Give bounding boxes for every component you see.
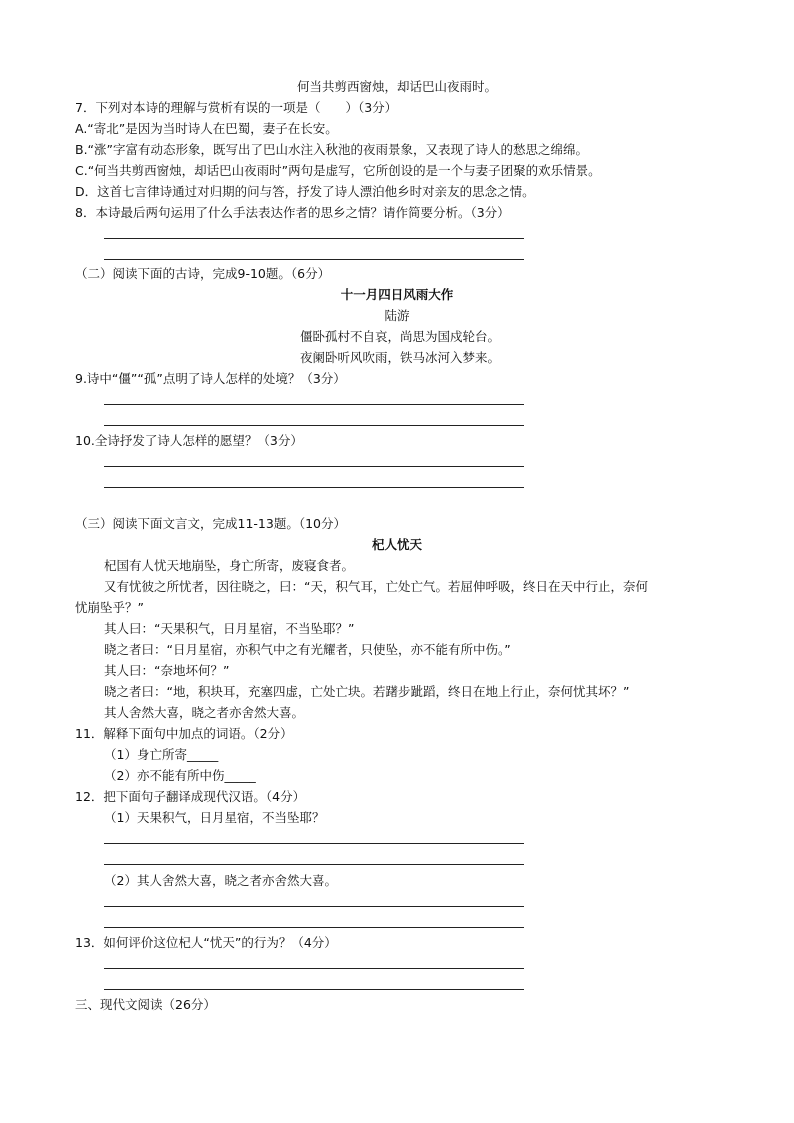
answer-line[interactable]: [104, 466, 524, 467]
q7-option-b: B.“涨”字富有动态形象，既写出了巴山水注入秋池的夜雨景象，又表现了诗人的愁思之绵绵。: [75, 142, 589, 157]
q7-option-c: C.“何当共剪西窗烛，却话巴山夜雨时”两句是虚写，它所创设的是一个与妻子团聚的欢乐情景。: [75, 163, 601, 178]
poem2-line-2: 夜阑卧听风吹雨，铁马冰河入梦来。: [300, 350, 501, 365]
q9-stem: 9.诗中“僵”“孤”点明了诗人怎样的处境？（3分）: [75, 371, 346, 386]
q8-stem: 8．本诗最后两句运用了什么手法表达作者的思乡之情？请作简要分析。（3分）: [75, 205, 510, 220]
answer-line[interactable]: [104, 968, 524, 969]
q7-option-d: D．这首七言律诗通过对归期的问与答，抒发了诗人漂泊他乡时对亲友的思念之情。: [75, 184, 535, 199]
section2-heading: （二）阅读下面的古诗，完成9-10题。（6分）: [75, 266, 331, 281]
q13-stem: 13．如何评价这位杞人“忧天”的行为？（4分）: [75, 935, 337, 950]
prose-para-2: 又有忧彼之所忧者，因往晓之，曰：“天，积气耳，亡处亡气。若屈伸呼吸，终日在天中行止，奈何: [104, 579, 648, 594]
prose-para-2-cont: 忧崩坠乎？”: [75, 600, 144, 615]
prose-para-5: 其人曰：“奈地坏何？”: [104, 663, 230, 678]
q12-stem: 12．把下面句子翻译成现代汉语。（4分）: [75, 789, 306, 804]
answer-line[interactable]: [104, 843, 524, 844]
answer-line[interactable]: [104, 864, 524, 865]
prose-title: 杞人忧天: [371, 537, 422, 552]
prose-para-4: 晓之者曰：“日月星宿，亦积气中之有光耀者，只使坠，亦不能有所中伤。”: [104, 642, 511, 657]
poem2-author: 陆游: [384, 308, 410, 323]
prose-para-7: 其人舍然大喜，晓之者亦舍然大喜。: [104, 705, 305, 720]
answer-line[interactable]: [104, 906, 524, 907]
prose-para-1: 杞国有人忧天地崩坠，身亡所寄，废寝食者。: [104, 558, 355, 573]
answer-line[interactable]: [104, 487, 524, 488]
answer-line[interactable]: [104, 989, 524, 990]
prose-para-3: 其人曰：“天果积气，日月星宿，不当坠耶？”: [104, 621, 355, 636]
poem1-last-line: 何当共剪西窗烛，却话巴山夜雨时。: [296, 79, 497, 94]
poem2-line-1: 僵卧孤村不自哀，尚思为国戍轮台。: [300, 329, 501, 344]
section3-heading: （三）阅读下面文言文，完成11-13题。（10分）: [75, 516, 346, 531]
answer-line[interactable]: [104, 259, 524, 260]
answer-line[interactable]: [104, 404, 524, 405]
answer-line[interactable]: [104, 425, 524, 426]
q12-item-1: （1）天果积气，日月星宿，不当坠耶？: [104, 810, 325, 825]
q12-item-2: （2）其人舍然大喜，晓之者亦舍然大喜。: [104, 873, 337, 888]
q10-stem: 10.全诗抒发了诗人怎样的愿望？（3分）: [75, 433, 303, 448]
prose-para-6: 晓之者曰：“地，积块耳，充塞四虚，亡处亡块。若躇步跐蹈，终日在地上行止，奈何忧其坏？”: [104, 684, 630, 699]
poem2-title: 十一月四日风雨大作: [340, 287, 454, 302]
q11-item-2: （2）亦不能有所中伤_____: [104, 768, 256, 783]
q11-item-1: （1）身亡所寄_____: [104, 747, 219, 762]
answer-line[interactable]: [104, 927, 524, 928]
q7-option-a: A.“寄北”是因为当时诗人在巴蜀，妻子在长安。: [75, 121, 338, 136]
section-modern-heading: 三、现代文阅读（26分）: [75, 997, 216, 1012]
q11-stem: 11．解释下面句中加点的词语。（2分）: [75, 726, 293, 741]
q7-stem: 7．下列对本诗的理解与赏析有误的一项是（ ）（3分）: [75, 100, 398, 115]
answer-line[interactable]: [104, 238, 524, 239]
